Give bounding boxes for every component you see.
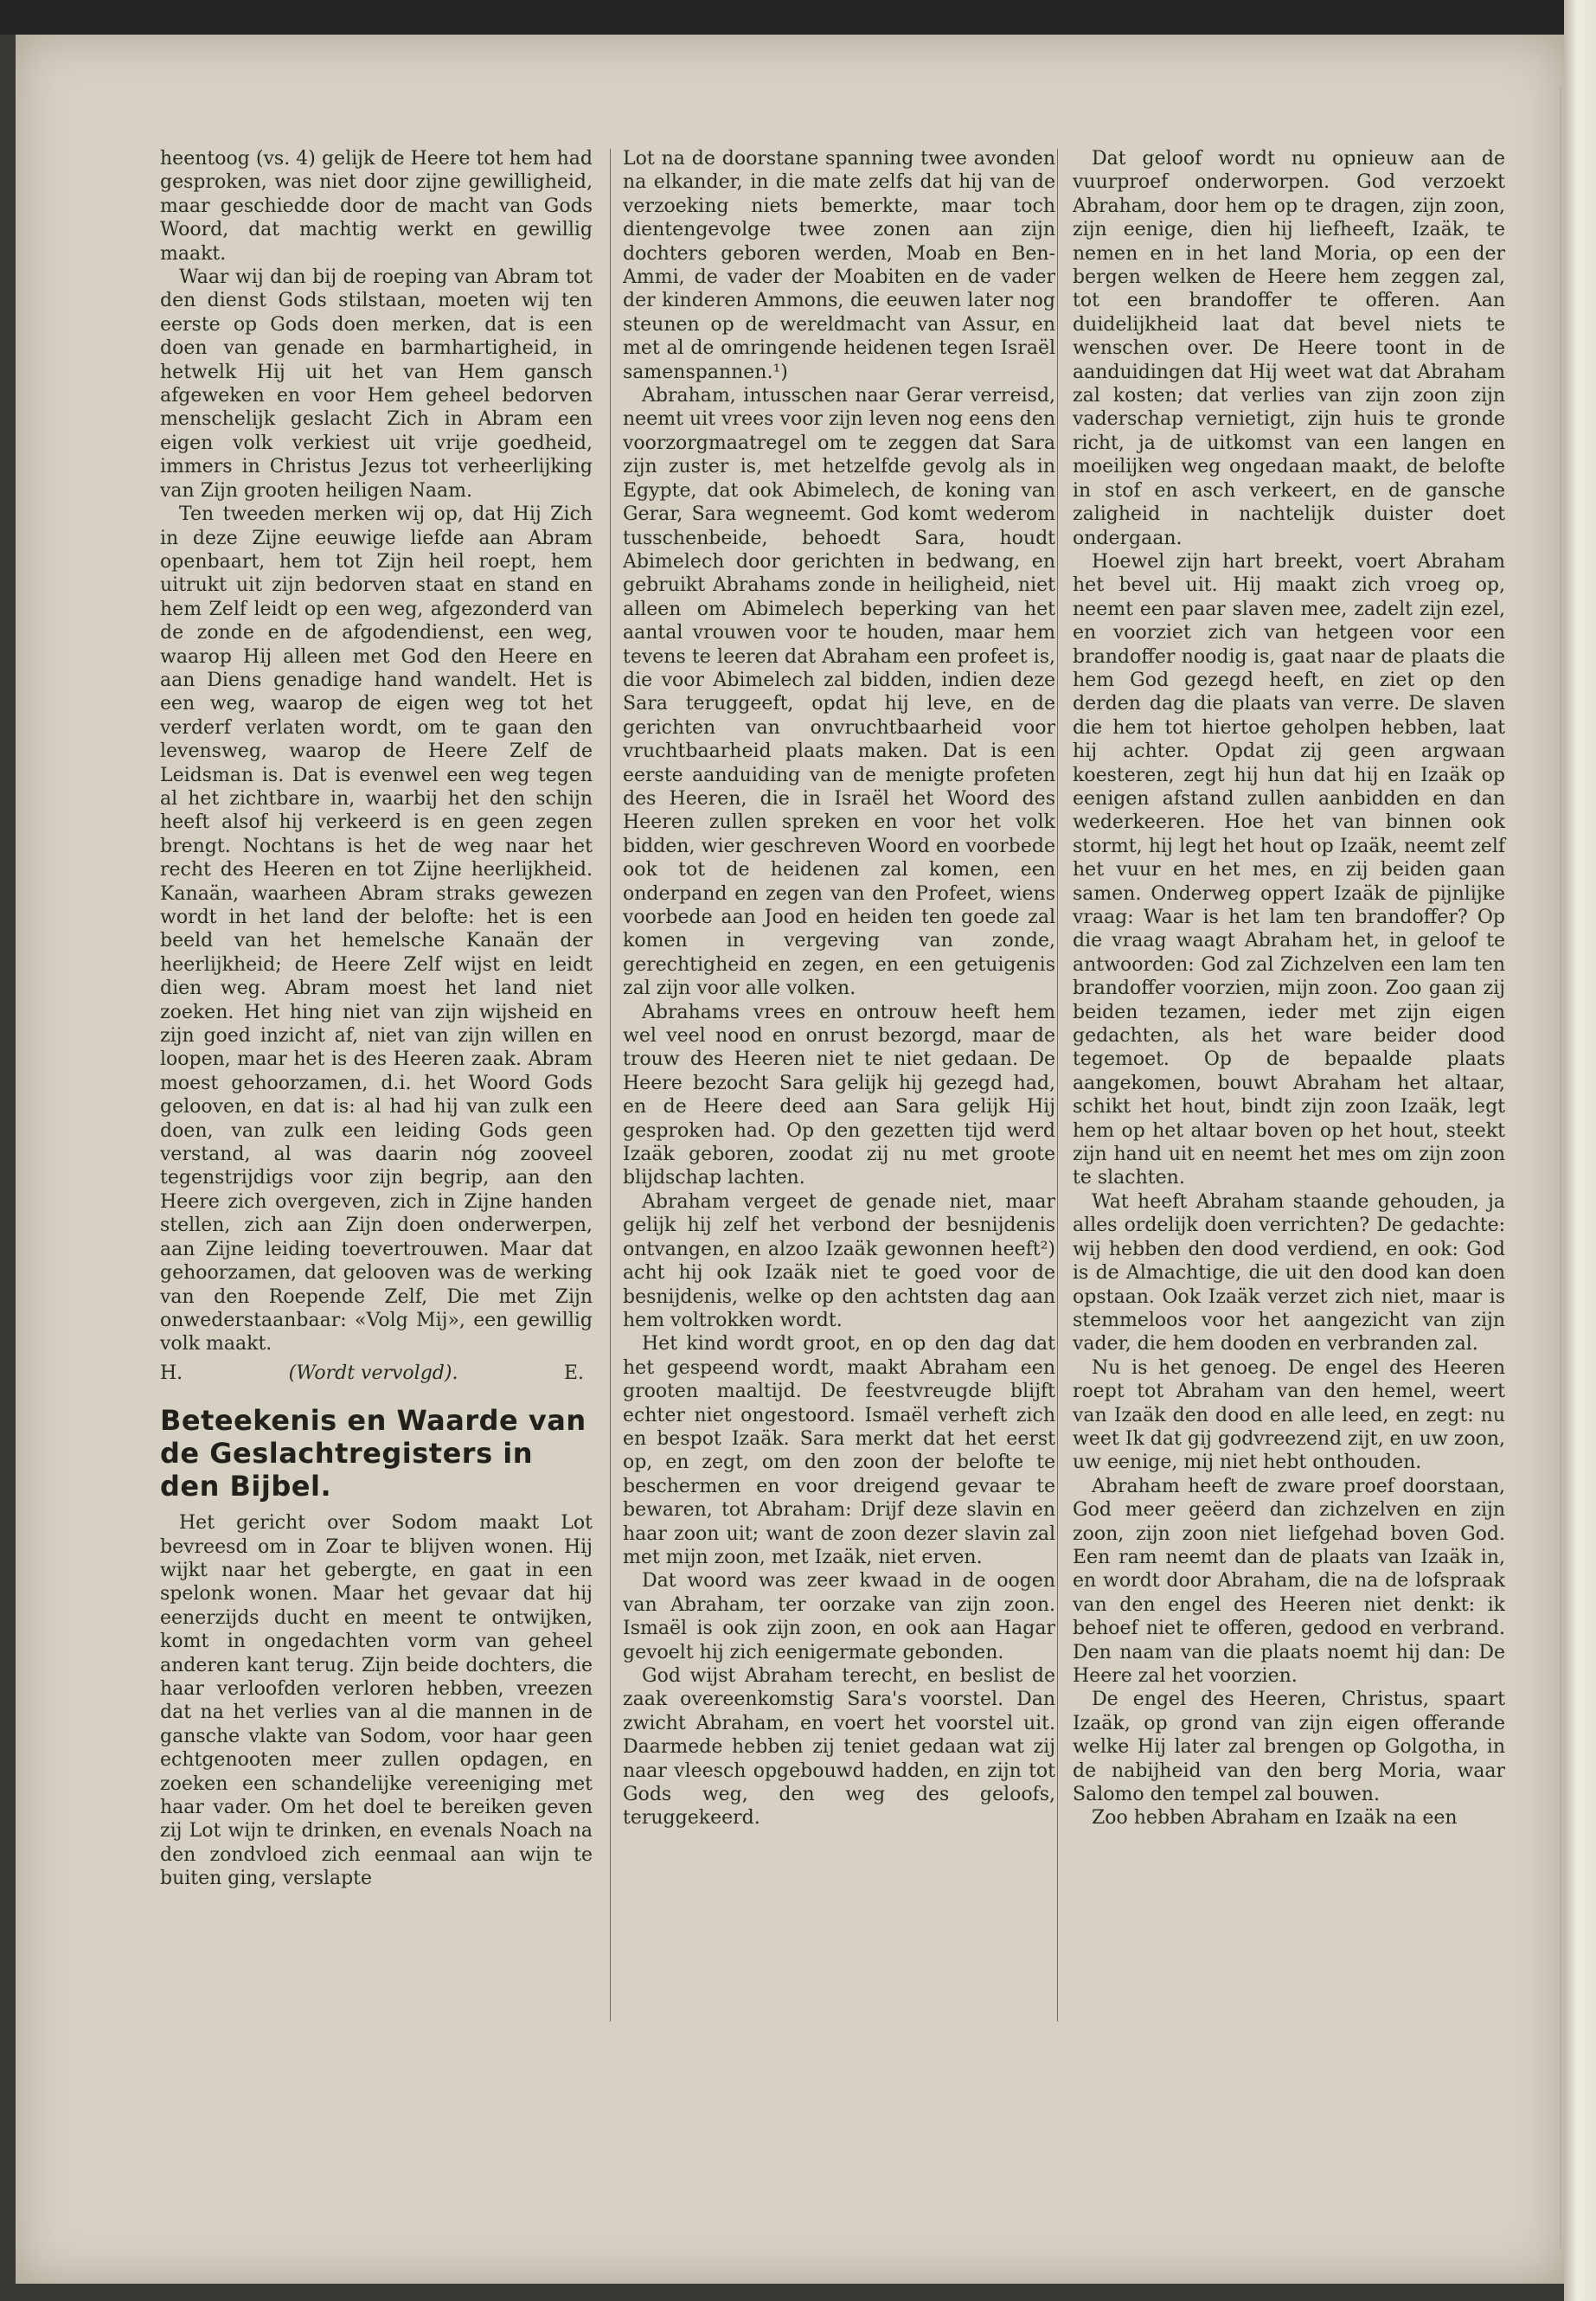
page-edge-strip [1564, 0, 1596, 2301]
column-divider-2 [1057, 149, 1058, 2022]
signature-initial-left: H. [160, 1362, 183, 1384]
continued-note: (Wordt vervolgd). [288, 1362, 458, 1384]
paragraph: God wijst Abraham terecht, en beslist de zaak overeenkomstig Sara's voorstel. Dan zwicht Abraham, en voert het voorstel uit. Daarmede hebben zij teniet gedaan wat zij naar vleesch opgebouwd hadden, en zijn tot Gods weg, den weg des geloofs, teruggekeerd. [623, 1665, 1055, 1830]
paragraph: Waar wij dan bij de roeping van Abram tot den dienst Gods stilstaan, moeten wij ten eerste op Gods doen merken, dat is een doen van genade en barmhartigheid, in hetwelk Hij uit het van Hem gansch afgeweken en voor Hem geheel bedorven menschelijk geslacht Zich in Abram een eigen volk verkiest uit vrije goedheid, immers in Christus Jezus tot verheerlijking van Zijn grooten heiligen Naam. [160, 266, 593, 502]
paragraph: Het gericht over Sodom maakt Lot bevreesd om in Zoar te blijven wonen. Hij wijkt naar het gebergte, en gaat in een spelonk wonen. Maar het gevaar dat hij eenerzijds ducht en meent te ontwijken, komt in ongedachten vorm van geheel anderen kant terug. Zijn beide dochters, die haar verloofden verloren hebben, vreezen dat na het verlies van al die mannen in de gansche vlakte van Sodom, voor haar geen echtgenooten meer zullen opdagen, en zoeken een schandelijke vereeniging met haar vader. Om het doel te bereiken geven zij Lot wijn te drinken, en evenals Noach na den zondvloed zich eenmaal aan wijn te buiten ging, verslapte [160, 1512, 593, 1890]
paragraph: Hoewel zijn hart breekt, voert Abraham het bevel uit. Hij maakt zich vroeg op, neemt een paar slaven mee, zadelt zijn ezel, en voorziet zich van hetgeen voor een brandoffer noodig is, gaat naar de plaats die hem God gezegd heeft, en ziet op den derden dag die plaats van verre. De slaven die hem tot hiertoe geholpen hebben, laat hij achter. Opdat zij geen argwaan koesteren, zegt hij hun dat hij en Izaäk op eenigen afstand zullen aanbidden en dan wederkeeren. Hoe het van binnen ook stormt, hij legt het hout op Izaäk, neemt zelf het vuur en het mes, en zij beiden gaan samen. Onderweg oppert Izaäk de pijnlijke vraag: Waar is het lam ten brandoffer? Op die vraag waagt Abraham het, in geloof te antwoorden: God zal Zichzelven een lam ten brandoffer voorzien, mijn zoon. Zoo gaan zij beiden tezamen, ieder met zijn eigen gedachten, als het ware beider dood tegemoet. Op de bepaalde plaats aangekomen, bouwt Abraham het altaar, schikt het hout, bindt zijn zoon Izaäk, legt hem op het altaar boven op het hout, steekt zijn hand uit en neemt het mes om zijn zoon te slachten. [1073, 550, 1505, 1189]
paragraph: Dat geloof wordt nu opnieuw aan de vuurproef onderworpen. God verzoekt Abraham, door hem op te dragen, zijn zoon, zijn eenige, dien hij liefheeft, Izaäk, te nemen en in het land Moria, op een der bergen welken de Heere hem zeggen zal, tot een brandoffer te offeren. Aan duidelijkheid laat dat bevel niets te wenschen over. De Heere toont in de aanduidingen dat Hij weet wat dat Abraham zal kosten; dat verlies van zijn zoon zijn vaderschap vernietigt, zijn huis te gronde richt, ja de uitkomst van een langen en moeilijken weg ongedaan maakt, de belofte in stof en asch verkeert, en de gansche zaligheid in nachtelijk duister doet ondergaan. [1073, 148, 1505, 549]
column-divider-1 [610, 149, 611, 2022]
column-3 [1073, 147, 1505, 1830]
column-2 [623, 147, 1055, 1830]
paragraph: Ten tweeden merken wij op, dat Hij Zich in deze Zijne eeuwige liefde aan Abram openbaart, hem tot Zijn heil roept, hem uitrukt uit zijn bedorven staat en stand en hem Zelf leidt op een weg, afgezonderd van de zonde en de afgodendienst, een weg, waarop Hij alleen met God den Heere en aan Diens genadige hand wandelt. Het is een weg, waarop de eigen weg tot het verderf verlaten wordt, om te gaan den levensweg, waarop de Heere Zelf de Leidsman is. Dat is evenwel een weg tegen al het zichtbare in, waarbij het den schijn heeft alsof hij verkeerd is en geen zegen brengt. Nochtans is het de weg naar het recht des Heeren en tot Zijne heerlijkheid. Kanaän, waarheen Abram straks gewezen wordt in het land der belofte: het is een beeld van het hemelsche Kanaän der heerlijkheid; de Heere Zelf wijst en leidt dien weg. Abram moest het land niet zoeken. Het hing niet van zijn wijsheid en zijn goed inzicht af, niet van zijn willen en loopen, maar het is des Heeren zaak. Abram moest gehoorzamen, d.i. het Woord Gods gelooven, en dat is: al had hij van zulk een doen, van zulk een leiding Gods geen verstand, al was daarin nóg zooveel tegenstrijdigs voor zijn begrip, aan den Heere zich overgeven, zich in Zijne handen stellen, zich aan Zijn doen onderwerpen, aan Zijne leiding toevertrouwen. Maar dat gehoorzamen, dat gelooven was de werking van den Roepende Zelf, Die met Zijn onwederstaanbaar: «Volg Mij», een gewillig volk maakt. [160, 503, 593, 1356]
paragraph: Abraham heeft de zware proef doorstaan, God meer geëerd dan zichzelven en zijn zoon, zijn zoon niet liefgehad boven God. Een ram neemt dan de plaats van Izaäk in, en wordt door Abraham, die na de lofspraak van den engel des Heeren niet denkt: ik behoef niet te offeren, gedood en verbrand. Den naam van die plaats noemt hij dan: De Heere zal het voorzien. [1073, 1475, 1505, 1687]
signature-initial-right: E. [563, 1362, 584, 1384]
paragraph: Abrahams vrees en ontrouw heeft hem wel veel nood en onrust bezorgd, maar de trouw des Heeren niet te niet gedaan. De Heere bezocht Sara gelijk hij gezegd had, en de Heere deed aan Sara gelijk Hij gesproken had. Op den gezetten tijd werd Izaäk geboren, zoodat zij nu met groote blijdschap lachten. [623, 1001, 1055, 1189]
article-signature [160, 1362, 584, 1385]
page-fold-line [1560, 87, 1561, 2249]
paragraph: Dat woord was zeer kwaad in de oogen van Abraham, ter oorzake van zijn zoon. Ismaël is ook zijn zoon, en ook aan Hagar gevoelt hij zich eenigermate gebonden. [623, 1570, 1055, 1663]
paragraph: Lot na de doorstane spanning twee avonden na elkander, in die mate zelfs dat hij van de verzoeking niets bemerkte, maar toch dientengevolge twee zonen aan zijn dochters geboren werden, Moab en Ben-Ammi, de vader der Moabiten en de vader der kinderen Ammons, die eeuwen later nog steunen op de wereldmacht van Assur, en met al de omringende heidenen tegen Israël samenspannen.¹) [623, 148, 1055, 383]
paragraph: Nu is het genoeg. De engel des Heeren roept tot Abraham van den hemel, weert van Izaäk den dood en alle leed, en zegt: nu weet Ik dat gij godvreezend zijt, en uw zoon, uw eenige, mij niet hebt onthouden. [1073, 1356, 1505, 1474]
paragraph: Het kind wordt groot, en op den dag dat het gespeend wordt, maakt Abraham een grooten maaltijd. De feestvreugde blijft echter niet ongestoord. Ismaël verheft zich en bespot Izaäk. Sara merkt dat het eerst op, en zegt, om den zoon der belofte te beschermen en voor dreigend gevaar te bewaren, tot Abraham: Drijf deze slavin en haar zoon uit; want de zoon dezer slavin zal met mijn zoon, met Izaäk, niet erven. [623, 1333, 1055, 1568]
paragraph: De engel des Heeren, Christus, spaart Izaäk, op grond van zijn eigen offerande welke Hij later zal brengen op Golgotha, in de nabijheid van den berg Moria, waar Salomo den tempel zal bouwen. [1073, 1689, 1505, 1806]
paragraph: Zoo hebben Abraham en Izaäk na een [1092, 1807, 1458, 1830]
scan-top-band [0, 0, 1596, 35]
column-1 [160, 147, 593, 1891]
paragraph: Wat heeft Abraham staande gehouden, ja alles ordelijk doen verrichten? De gedachte: wij hebben den dood verdiend, en ook: God is de Almachtige, die uit den dood kan doen opstaan. Ook Izaäk verzet zich niet, maar is stemmeloos voor het aangezicht van zijn vader, die hem dooden en verbranden zal. [1073, 1190, 1505, 1356]
paragraph: Abraham, intusschen naar Gerar verreisd, neemt uit vrees voor zijn leven nog eens den voorzorgmaatregel om te zeggen dat Sara zijn zuster is, met hetzelfde gevolg als in Egypte, dat ook Abimelech, de koning van Gerar, Sara wegneemt. God komt wederom tusschenbeide, behoedt Sara, houdt Abimelech door gerichten in bedwang, en gebruikt Abrahams zonde in heiligheid, niet alleen om Abimelech beperking van het aantal vrouwen voor te houden, maar hem tevens te leeren dat Abraham een profeet is, die voor Abimelech zal bidden, indien deze Sara teruggeeft, opdat hij leve, en de gerichten van onvruchtbaarheid voor vruchtbaarheid plaats maken. Dat is een eerste aanduiding van de menigte profeten des Heeren, die in Israël het Woord des Heeren zullen spreken en voor het volk bidden, wier geschreven Woord en voorbede ook tot de heidenen zal komen, een onderpand en zegen van den Profeet, wiens voorbede aan Jood en heiden ten goede zal komen in vergeving van zonde, gerechtigheid en zegen, en een getuigenis zal zijn voor alle volken. [623, 385, 1055, 1000]
article-heading: Beteekenis en Waarde van de Geslachtregisters in den Bijbel. [160, 1404, 586, 1503]
paragraph: heentoog (vs. 4) gelijk de Heere tot hem had gesproken, was niet door zijne gewilligheid, maar geschiedde door de macht van Gods Woord, dat machtig werkt en gewillig maakt. [160, 148, 593, 265]
paragraph: Abraham vergeet de genade niet, maar gelijk hij zelf het verbond der besnijdenis ontvangen, en alzoo Izaäk gewonnen heeft²) acht hij ook Izaäk niet te goed voor de besnijdenis, welke op den achtsten dag aan hem voltrokken wordt. [623, 1190, 1055, 1331]
